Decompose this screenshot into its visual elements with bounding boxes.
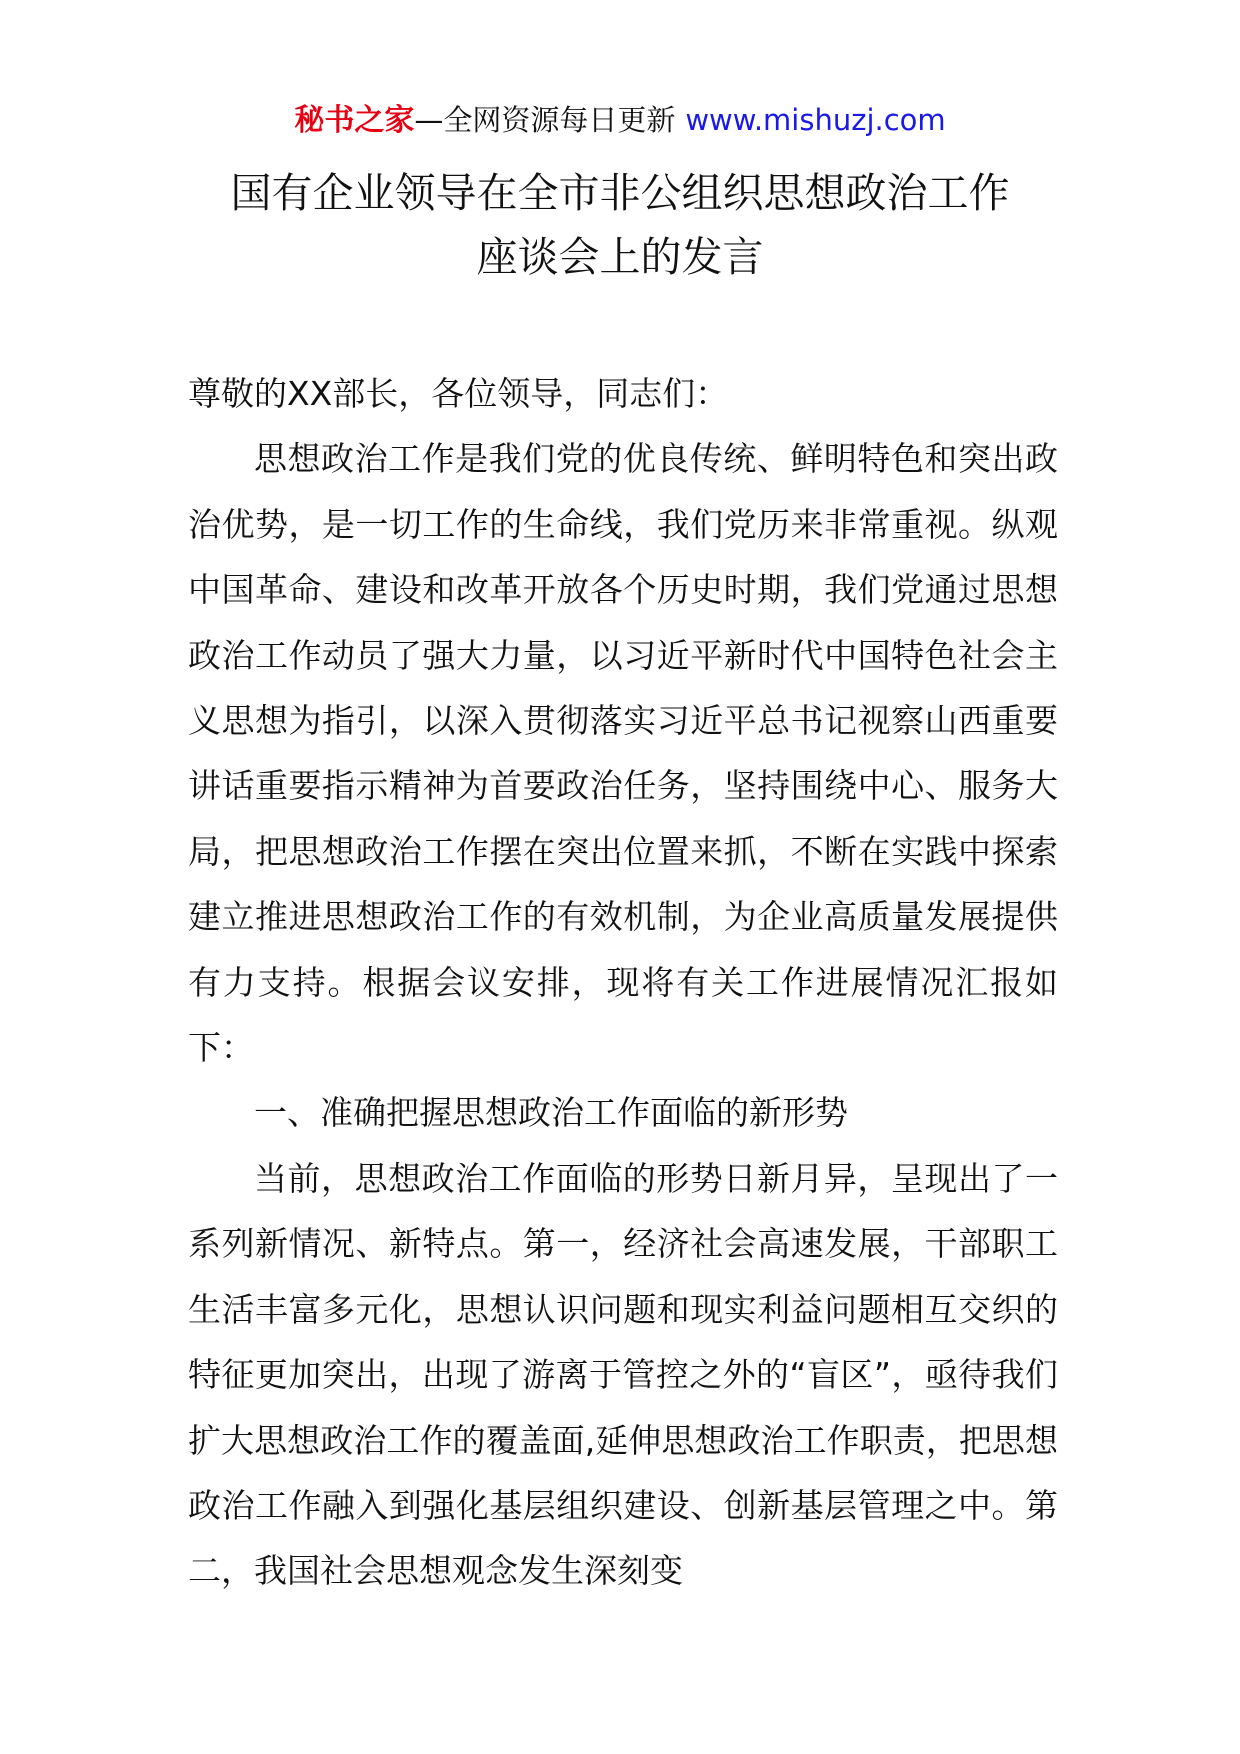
paragraph: 当前，思想政治工作面临的形势日新月异，呈现出了一系列新情况、新特点。第一，经济社会高速发展，干部职工生活丰富多元化，思想认识问题和现实利益问题相互交织的特征更加突出，出现了游离于管控之外的“盲区”，亟待我们扩大思想政治工作的覆盖面,延伸思想政治工作职责，把思想政治工作融入到强化基层组织建设、创新基层管理之中。第二，我国社会思想观念发生深刻变 xyxy=(188,1158,1058,1591)
document-body xyxy=(188,361,1058,1604)
site-tagline: —全网资源每日更新 xyxy=(414,103,676,137)
salutation: 尊敬的XX部长，各位领导，同志们： xyxy=(188,374,729,413)
section-heading: 一、准确把握思想政治工作面临的新形势 xyxy=(254,1093,848,1133)
site-url-link[interactable]: www.mishuzj.com xyxy=(685,103,946,137)
site-brand: 秘书之家 xyxy=(294,103,415,138)
paragraph: 思想政治工作是我们党的优良传统、鲜明特色和突出政治优势，是一切工作的生命线，我们党历来非常重视。纵观中国革命、建设和改革开放各个历史时期，我们党通过思想政治工作动员了强大力量，以习近平新时代中国特色社会主义思想为指引，以深入贯彻落实习近平总书记视察山西重要讲话重要指示精神为首要政治任务，坚持围绕中心、服务大局，把思想政治工作摆在突出位置来抓，不断在实践中探索建立推进思想政治工作的有效机制，为企业高质量发展提供有力支持。根据会议安排，现将有关工作进展情况汇报如下： xyxy=(188,439,1058,1068)
document-title-line-1: 国有企业领导在全市非公组织思想政治工作 xyxy=(230,169,1010,217)
site-header xyxy=(0,100,1240,141)
document-title-line-2: 座谈会上的发言 xyxy=(476,233,764,281)
